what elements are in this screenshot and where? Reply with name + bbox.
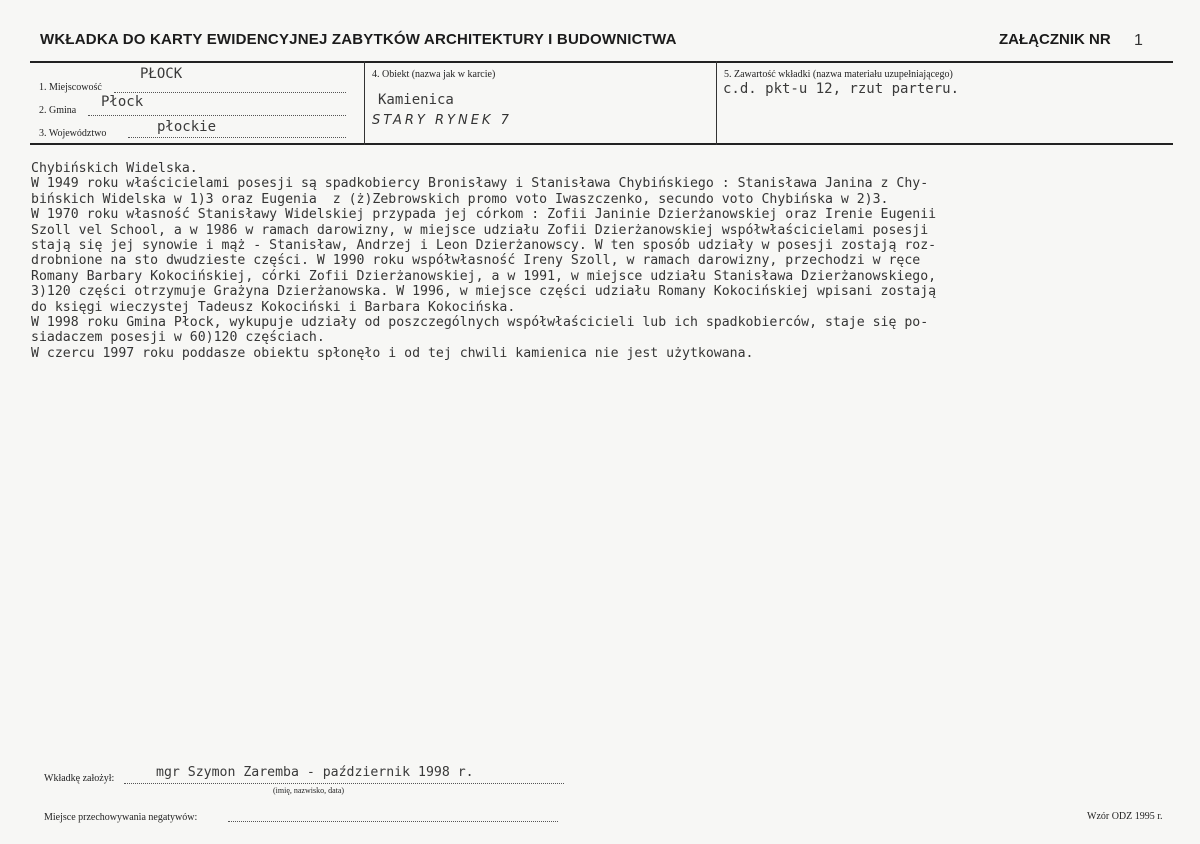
object-label: 4. Obiekt (nazwa jak w karcie) bbox=[372, 69, 496, 80]
annex-number: 1 bbox=[1134, 32, 1143, 49]
commune-dotted-line bbox=[88, 115, 346, 116]
body-line: W czercu 1997 roku poddasze obiektu spłonęło i od tej chwili kamienica nie jest użytkowana. bbox=[31, 345, 754, 361]
body-line: Chybińskich Widelska. bbox=[31, 161, 198, 176]
body-text bbox=[31, 161, 1191, 361]
document-title: WKŁADKA DO KARTY EWIDENCYJNEJ ZABYTKÓW ARCHITEKTURY I BUDOWNICTWA bbox=[40, 31, 677, 48]
commune-label: 2. Gmina bbox=[39, 105, 77, 116]
top-rule bbox=[30, 61, 1173, 63]
body-line: Romany Barbary Kokocińskiej, córki Zofii Dzierżanowskiej, a w 1991, w miejsce udziału Stanisława Dzierżanowskiego, bbox=[31, 268, 937, 284]
negatives-label: Miejsce przechowywania negatywów: bbox=[44, 812, 198, 823]
body-line: drobnione na sto dwudzieste części. W 1990 roku współwłasność Ireny Szoll, w ramach darowizny, przechodzi w ręce bbox=[31, 253, 921, 269]
body-line: do księgi wieczystej Tadeusz Kokociński i Barbara Kokocińska. bbox=[31, 299, 516, 315]
content-value: c.d. pkt-u 12, rzut parteru. bbox=[723, 81, 960, 97]
bottom-rule bbox=[30, 143, 1173, 145]
form-id: Wzór ODZ 1995 r. bbox=[1087, 811, 1163, 822]
voivodeship-value: płockie bbox=[157, 119, 217, 135]
body-line: 3)120 części otrzymuje Grażyna Dzierżanowska. W 1996, w miejsce części udziału Romany Kokocińskiej wpisani zostają bbox=[31, 284, 937, 300]
body-line: Szoll vel School, a w 1986 w ramach darowizny, w miejsce udziału Zofii Dzierżanowskiej współwłaścicielami posesji bbox=[31, 222, 929, 238]
commune-value: Płock bbox=[101, 94, 144, 110]
author-dotted-line bbox=[124, 783, 564, 784]
locality-label: 1. Miejscowość bbox=[39, 82, 102, 93]
body-line: stają się jej synowie i mąż - Stanisław, Andrzej i Leon Dzierżanowscy. W ten sposób udziały w posesji zostają roz- bbox=[31, 238, 937, 254]
body-line: bińskich Widelska w 1)3 oraz Eugenia z (ż)Zebrowskich promo voto Iwaszczenko, secundo voto Chybińska w 2)3. bbox=[31, 191, 889, 207]
object-address-handwritten: STARY RYNEK 7 bbox=[372, 113, 512, 128]
column-divider-1 bbox=[364, 61, 365, 145]
locality-dotted-line bbox=[114, 92, 346, 93]
author-hint: (imię, nazwisko, data) bbox=[273, 786, 345, 795]
body-line: W 1970 roku własność Stanisławy Widelskiej przypada jej córkom : Zofii Janinie Dzierżanowskiej oraz Irenie Eugenii bbox=[31, 207, 937, 223]
body-line: W 1998 roku Gmina Płock, wykupuje udziały od poszczególnych współwłaścicieli lub ich spadkobierców, staje się po- bbox=[31, 315, 929, 331]
header-fields-grid bbox=[30, 61, 1173, 145]
voivodeship-dotted-line bbox=[128, 137, 346, 138]
body-line: siadaczem posesji w 60)120 częściach. bbox=[31, 330, 325, 346]
column-divider-2 bbox=[716, 61, 717, 145]
body-line: W 1949 roku właścicielami posesji są spadkobiercy Bronisławy i Stanisława Chybińskiego : Stanisława Janina z Chy- bbox=[31, 176, 929, 192]
negatives-dotted-line bbox=[228, 821, 558, 822]
author-label: Wkładkę założył: bbox=[44, 773, 115, 784]
author-value: mgr Szymon Zaremba - październik 1998 r. bbox=[156, 765, 474, 780]
object-value: Kamienica bbox=[378, 92, 454, 108]
voivodeship-label: 3. Województwo bbox=[39, 128, 107, 139]
locality-value: PŁOCK bbox=[140, 66, 183, 82]
annex-label: ZAŁĄCZNIK NR bbox=[999, 31, 1111, 48]
content-label: 5. Zawartość wkładki (nazwa materiału uzupełniającego) bbox=[724, 69, 953, 80]
